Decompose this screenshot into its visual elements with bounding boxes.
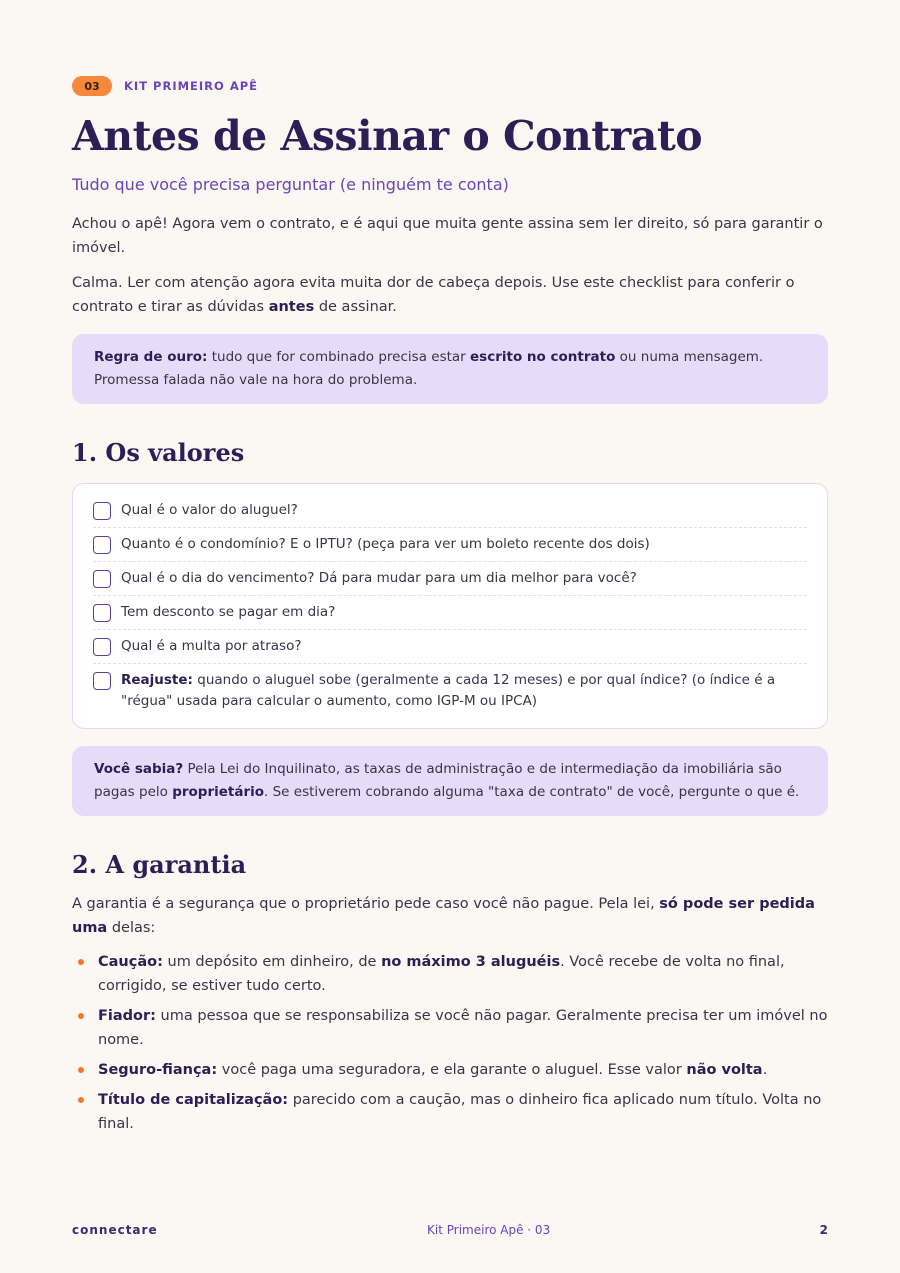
section-number-badge: 03 [72, 76, 112, 96]
page-subtitle: Tudo que você precisa perguntar (e ninguém te conta) [72, 175, 509, 194]
checklist-item-text: Qual é o valor do aluguel? [121, 502, 298, 518]
checklist-item[interactable] [93, 664, 807, 718]
section-1-heading: 1. Os valores [72, 438, 245, 467]
intro-paragraph-2: Calma. Ler com atenção agora evita muita dor de cabeça depois. Use este checklist para conferir o contrato e tirar as dúvidas antes de assinar. [72, 275, 795, 315]
guarantee-list [72, 950, 828, 1136]
checkbox-icon[interactable] [93, 638, 111, 656]
intro-paragraph-1: Achou o apê! Agora vem o contrato, e é aqui que muita gente assina sem ler direito, só para garantir o imóvel. [72, 216, 823, 256]
list-item: Seguro-fiança: você paga uma seguradora, e ela garante o aluguel. Esse valor não volta. [72, 1058, 828, 1082]
page-title: Antes de Assinar o Contrato [72, 112, 703, 160]
checkbox-icon[interactable] [93, 536, 111, 554]
page-footer [72, 1221, 828, 1239]
checklist-item-text: Quanto é o condomínio? E o IPTU? (peça para ver um boleto recente dos dois) [121, 536, 650, 552]
checkbox-icon[interactable] [93, 570, 111, 588]
values-checklist [72, 483, 828, 729]
checklist-item[interactable] [93, 528, 807, 562]
golden-rule-callout: Regra de ouro: tudo que for combinado precisa estar escrito no contrato ou numa mensagem. Promessa falada não vale na hora do problema. [72, 334, 828, 404]
checklist-item[interactable] [93, 596, 807, 630]
bullet-dot-icon [78, 1067, 84, 1073]
checkbox-icon[interactable] [93, 502, 111, 520]
checklist-item-text: Tem desconto se pagar em dia? [121, 604, 336, 620]
checklist-item-text: Qual é a multa por atraso? [121, 638, 302, 654]
checklist-item-text: Qual é o dia do vencimento? Dá para mudar para um dia melhor para você? [121, 570, 637, 586]
checkbox-icon[interactable] [93, 672, 111, 690]
footer-brand: connectare [72, 1223, 158, 1237]
checkbox-icon[interactable] [93, 604, 111, 622]
checklist-item[interactable] [93, 562, 807, 596]
section-2-heading: 2. A garantia [72, 850, 247, 879]
checklist-item-text: Reajuste: quando o aluguel sobe (geralmente a cada 12 meses) e por qual índice? (o índice é a "régua" usada para calcular o aumento, como IGP-M ou IPCA) [121, 672, 776, 709]
page-content [72, 76, 828, 1142]
list-item: Título de capitalização: parecido com a caução, mas o dinheiro fica aplicado num título. Volta no final. [72, 1088, 828, 1136]
list-item: Caução: um depósito em dinheiro, de no máximo 3 aluguéis. Você recebe de volta no final, corrigido, se estiver tudo certo. [72, 950, 828, 998]
list-item: Fiador: uma pessoa que se responsabiliza se você não pagar. Geralmente precisa ter um imóvel no nome. [72, 1004, 828, 1052]
checklist-item[interactable] [93, 630, 807, 664]
footer-doc-label: Kit Primeiro Apê · 03 [427, 1223, 551, 1237]
bullet-dot-icon [78, 1013, 84, 1019]
bullet-dot-icon [78, 959, 84, 965]
checklist-item[interactable] [93, 494, 807, 528]
did-you-know-callout: Você sabia? Pela Lei do Inquilinato, as taxas de administração e de intermediação da imobiliária são pagas pelo proprietário. Se estiverem cobrando alguma "taxa de contrato" de você, pergunte o que é. [72, 746, 828, 816]
eyebrow [72, 76, 828, 96]
kit-label: KIT PRIMEIRO APÊ [124, 79, 258, 93]
bullet-dot-icon [78, 1097, 84, 1103]
guarantee-intro: A garantia é a segurança que o proprietário pede caso você não pague. Pela lei, só pode ser pedida uma delas: [72, 896, 815, 936]
page-number: 2 [819, 1223, 828, 1237]
